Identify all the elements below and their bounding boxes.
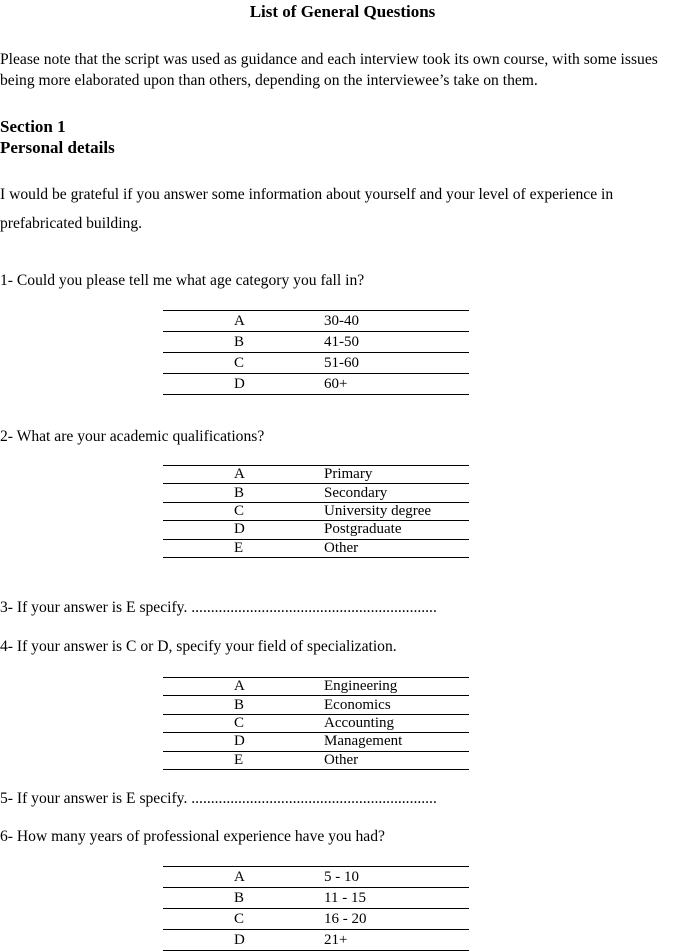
table-row [163,539,469,557]
option-key: A [163,311,313,332]
option-value: 16 - 20 [313,909,469,930]
question-6: 6- How many years of professional experience have you had? [0,828,385,845]
table-row [163,888,469,909]
option-value: Secondary [313,484,469,502]
option-key: C [163,909,313,930]
option-key: A [163,678,313,696]
option-value: 60+ [313,374,469,395]
option-key: C [163,353,313,374]
table-row [163,909,469,930]
table-row [163,374,469,395]
option-key: B [163,696,313,714]
section-number: Section 1 [0,117,66,136]
option-key: D [163,374,313,395]
table-row [163,466,469,484]
section-name: Personal details [0,138,115,157]
table-row [163,867,469,888]
table-row [163,696,469,714]
option-key: B [163,484,313,502]
option-value: 30-40 [313,311,469,332]
option-key: C [163,714,313,732]
option-value: Management [313,733,469,751]
table-row [163,678,469,696]
option-key: E [163,539,313,557]
table-row [163,714,469,732]
option-key: A [163,867,313,888]
option-value: Economics [313,696,469,714]
option-value: Engineering [313,678,469,696]
option-value: Primary [313,466,469,484]
table-row [163,521,469,539]
option-key: D [163,930,313,951]
table-row [163,733,469,751]
question-5: 5- If your answer is E specify. ............................................................... [0,790,437,807]
option-value: 11 - 15 [313,888,469,909]
option-value: Accounting [313,714,469,732]
experience-options-table [163,866,469,951]
option-key: B [163,332,313,353]
page-title: List of General Questions [249,2,436,21]
option-value: 41-50 [313,332,469,353]
table-row [163,502,469,520]
question-3: 3- If your answer is E specify. ............................................................... [0,599,437,616]
option-value: Other [313,539,469,557]
option-key: E [163,751,313,769]
guidance-note: Please note that the script was used as guidance and each interview took its own course, with some issues being more elaborated upon than others, depending on the interviewee’s take on them. [0,51,658,89]
option-key: A [163,466,313,484]
question-2: 2- What are your academic qualifications? [0,428,265,445]
question-1: 1- Could you please tell me what age category you fall in? [0,272,365,289]
option-value: 51-60 [313,353,469,374]
table-row [163,751,469,769]
table-row [163,332,469,353]
option-key: D [163,521,313,539]
option-value: 21+ [313,930,469,951]
specialization-options-table [163,677,469,770]
table-row [163,484,469,502]
intro-text-line-1: I would be grateful if you answer some information about yourself and your level of experience in [0,186,614,203]
option-key: D [163,733,313,751]
option-value: Other [313,751,469,769]
qualification-options-table [163,465,469,558]
intro-text-line-2: prefabricated building. [0,215,143,232]
option-key: C [163,502,313,520]
option-value: 5 - 10 [313,867,469,888]
table-row [163,353,469,374]
table-row [163,930,469,951]
option-value: University degree [313,502,469,520]
table-row [163,311,469,332]
option-value: Postgraduate [313,521,469,539]
age-options-table [163,310,469,395]
question-4: 4- If your answer is C or D, specify your field of specialization. [0,638,397,655]
option-key: B [163,888,313,909]
